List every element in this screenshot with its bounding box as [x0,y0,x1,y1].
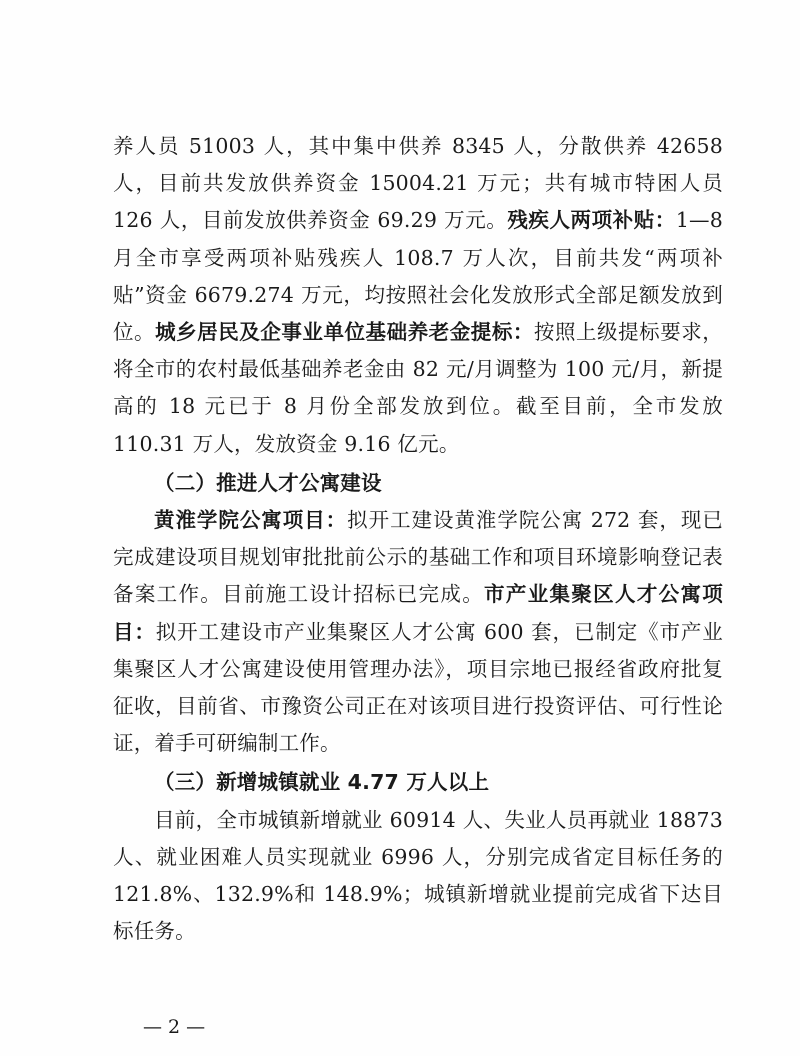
paragraph-text: 拟开工建设市产业集聚区人才公寓 600 套，已制定《市产业集聚区人才公寓建设使用管理办法》，项目宗地已报经省政府批复征收，目前省、市豫资公司正在对该项目进行投资评估、可行性论证，着手可研编制工作。 [113,619,723,756]
paragraph-text: 按照上级提标要求，将全市的农村最低基础养老金由 82 元/月调整为 100 元/月，新提高的 18 元已于 8 月份全部发放到位。截至目前，全市发放 110.31 万人，发放资金 9.16 亿元。 [113,320,723,456]
paragraph-text: 拟开工建设黄淮学院公寓 272 套，现已完成建设项目规划审批批前公示的基础工作和项目环境影响登记表备案工作。目前施工设计招标已完成。 [113,508,723,607]
body-text [113,128,723,950]
section-heading-urban-employment: （三）新增城镇就业 4.77 万人以上 [154,770,490,795]
paragraph-employment-stats: 目前，全市城镇新增就业 60914 人、失业人员再就业 18873 人、就业困难人员实现就业 6996 人，分别完成省定目标任务的 121.8%、132.9%和 148.9%；城镇新增就业提前完成省下达目标任务。 [113,807,723,944]
section-heading-talent-apartments: （二）推进人才公寓建设 [154,470,382,495]
page-number: — 2 — [143,1016,206,1038]
inline-heading-pension-increase: 城乡居民及企事业单位基础养老金提标： [155,320,534,345]
inline-heading-huanghuai-project: 黄淮学院公寓项目： [154,508,348,533]
inline-heading-industrial-zone-project: 市产业集聚区人才公寓项目： [113,582,724,644]
paragraph-social-assistance [113,128,723,463]
inline-heading-disability-subsidy: 残疾人两项补贴： [507,208,676,233]
paragraph-text: 1—8 月全市享受两项补贴残疾人 108.7 万人次，目前共发“两项补贴”资金 6679.274 万元，均按照社会化发放形式全部足额发放到位。 [113,208,723,345]
paragraph-text: 养人员 51003 人，其中集中供养 8345 人，分散供养 42658 人，目前共发放供养资金 15004.21 万元；共有城市特困人员 126 人，目前发放供养资金 69.29 万元。 [113,134,723,233]
paragraph-apartment-projects [113,502,723,762]
